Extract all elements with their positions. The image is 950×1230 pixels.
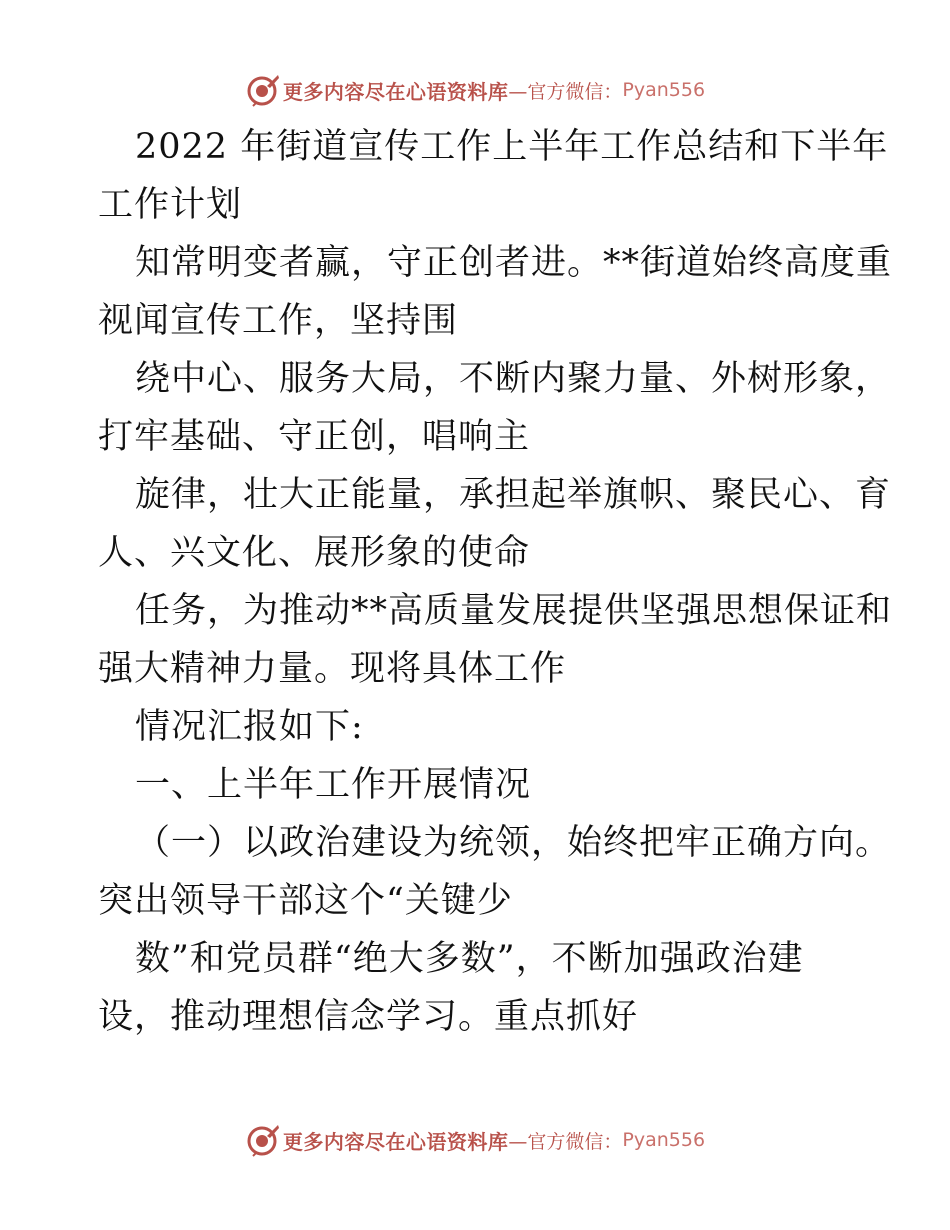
watermark-handle: Pyan556 — [622, 1129, 706, 1151]
document-title-line: 2022 年街道宣传工作上半年工作总结和下半年 — [135, 127, 889, 167]
watermark-separator: —官方微信： — [508, 80, 623, 103]
paragraph-line: 任务，为推动**高质量发展提供坚强思想保证和 — [135, 591, 893, 631]
watermark-separator: —官方微信： — [508, 1130, 623, 1153]
paragraph-line: 情况汇报如下: — [135, 707, 364, 747]
paragraph-line: 知常明变者赢，守正创者进。**街道始终高度重 — [135, 243, 893, 283]
watermark-handle: Pyan556 — [622, 79, 706, 101]
paragraph-line: 强大精神力量。现将具体工作 — [98, 649, 567, 689]
paragraph-line: 突出领导干部这个“关键少 — [98, 881, 513, 921]
quill-seal-icon — [245, 72, 281, 108]
watermark-text: 更多内容尽在心语资料库 — [282, 1129, 509, 1154]
header-watermark — [0, 68, 950, 112]
document-body — [98, 118, 893, 1046]
paragraph-line: 视闻宣传工作，坚持围 — [98, 301, 459, 341]
paragraph-line: 数”和党员群“绝大多数”，不断加强政治建 — [135, 939, 804, 979]
watermark-text: 更多内容尽在心语资料库 — [282, 79, 509, 104]
paragraph-line: 设，推动理想信念学习。重点抓好 — [98, 997, 639, 1037]
paragraph-line: 绕中心、服务大局，不断内聚力量、外树形象， — [135, 359, 892, 399]
paragraph-line: 旋律，壮大正能量，承担起举旗帜、聚民心、育 — [135, 475, 892, 515]
paragraph-line: 人、兴文化、展形象的使命 — [98, 533, 531, 573]
section-heading: 一、上半年工作开展情况 — [135, 765, 532, 805]
paragraph-line: 打牢基础、守正创，唱响主 — [98, 417, 531, 457]
quill-seal-icon — [245, 1122, 281, 1158]
footer-watermark — [0, 1118, 950, 1162]
subsection-heading: （一）以政治建设为统领，始终把牢正确方向。 — [135, 823, 892, 863]
document-title-line: 工作计划 — [98, 185, 243, 225]
